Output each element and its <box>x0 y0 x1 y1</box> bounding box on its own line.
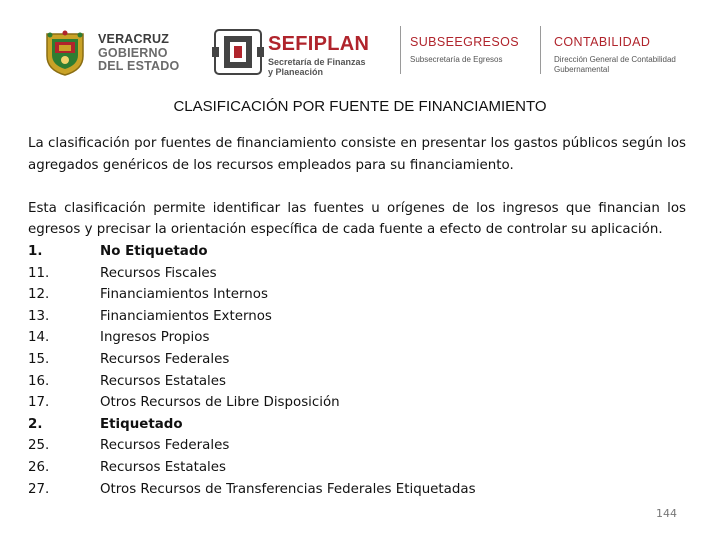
purpose-paragraph: Esta clasificación permite identificar las fuentes u orígenes de los ingresos que financian los egresos y precisar la orientación específica de cada fuente a efecto de controlar su aplicación. <box>28 200 686 238</box>
classification-code: 2. <box>28 416 43 432</box>
classification-item <box>28 263 686 285</box>
classification-list <box>28 241 686 500</box>
classification-label: Recursos Estatales <box>100 459 226 475</box>
classification-label: No Etiquetado <box>100 243 208 259</box>
classification-code: 14. <box>28 330 50 346</box>
sefiplan-logo <box>210 24 385 80</box>
sefiplan-name: SEFIPLAN <box>268 33 370 55</box>
sefiplan-line-1: Secretaría de Finanzas <box>268 57 366 67</box>
classification-item <box>28 349 686 371</box>
classification-code: 25. <box>28 438 50 454</box>
classification-code: 26. <box>28 459 50 475</box>
sefiplan-seal-icon <box>212 27 264 77</box>
classification-item <box>28 371 686 393</box>
classification-item <box>28 284 686 306</box>
classification-code: 11. <box>28 265 50 281</box>
contabilidad-title: CONTABILIDAD <box>554 35 651 49</box>
classification-item <box>28 435 686 457</box>
classification-code: 13. <box>28 308 50 324</box>
classification-code: 17. <box>28 395 50 411</box>
classification-code: 12. <box>28 287 50 303</box>
classification-label: Ingresos Propios <box>100 330 210 346</box>
classification-code: 15. <box>28 351 50 367</box>
classification-item <box>28 306 686 328</box>
contabilidad-desc-line-2: Gubernamental <box>554 65 610 74</box>
classification-label: Recursos Fiscales <box>100 265 217 281</box>
classification-item <box>28 241 686 263</box>
page-header <box>0 0 720 100</box>
subsecretaria-title: SUBSEEGRESOS <box>410 35 519 49</box>
contabilidad-desc <box>554 55 676 75</box>
classification-label: Recursos Estatales <box>100 373 226 389</box>
header-divider <box>540 26 541 74</box>
classification-label: Otros Recursos de Transferencias Federales Etiquetadas <box>100 481 476 497</box>
classification-item <box>28 392 686 414</box>
veracruz-line-3: DEL ESTADO <box>98 59 180 73</box>
veracruz-logo <box>40 28 180 78</box>
classification-label: Financiamientos Externos <box>100 308 272 324</box>
sefiplan-line-2: y Planeación <box>268 67 324 77</box>
classification-code: 1. <box>28 243 43 259</box>
veracruz-line-1: VERACRUZ <box>98 32 170 46</box>
document-title: CLASIFICACIÓN POR FUENTE DE FINANCIAMIENTO <box>173 98 547 115</box>
veracruz-line-2: GOBIERNO <box>98 45 168 60</box>
classification-label: Otros Recursos de Libre Disposición <box>100 395 340 411</box>
paragraph-spacer <box>28 176 686 198</box>
header-divider <box>400 26 401 74</box>
classification-label: Recursos Federales <box>100 351 230 367</box>
subsecretaria-desc <box>410 55 503 65</box>
veracruz-shield-icon <box>44 30 86 76</box>
subsecretaria-desc-line: Subsecretaría de Egresos <box>410 55 503 64</box>
document-body <box>28 133 686 500</box>
classification-item <box>28 479 686 501</box>
classification-code: 27. <box>28 481 50 497</box>
classification-label: Recursos Federales <box>100 438 230 454</box>
contabilidad-desc-line-1: Dirección General de Contabilidad <box>554 55 676 64</box>
classification-code: 16. <box>28 373 50 389</box>
intro-paragraph: La clasificación por fuentes de financiamiento consiste en presentar los gastos públicos según los agregados genéricos de los recursos empleados para su financiamiento. <box>28 136 686 173</box>
classification-label: Etiquetado <box>100 416 183 432</box>
classification-item <box>28 327 686 349</box>
classification-item <box>28 414 686 436</box>
classification-label: Financiamientos Internos <box>100 287 268 303</box>
page-number: 144 <box>656 507 677 520</box>
classification-item <box>28 457 686 479</box>
